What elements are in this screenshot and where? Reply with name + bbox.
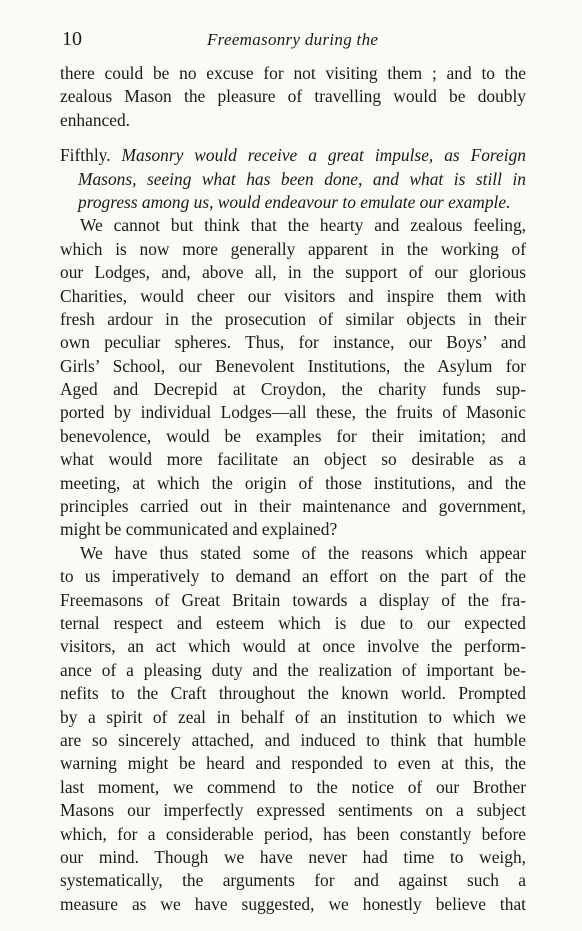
page-body [60, 62, 526, 916]
text-line: ternal respect and esteem which is due to our expected [60, 612, 526, 633]
point-text: Masonry would receive a great impulse, as Foreign [121, 145, 526, 166]
text-line: meeting, at which the origin of those institutions, and the [60, 472, 526, 493]
page-header [62, 28, 526, 50]
text-line: We cannot but think that the hearty and zealous feeling, [80, 215, 526, 236]
text-line: systematically, the arguments for and against such a [60, 870, 526, 891]
text-line: Aged and Decrepid at Croydon, the charity funds sup- [60, 379, 526, 400]
text-line: zealous Mason the pleasure of travelling would be doubly [60, 86, 526, 107]
text-line: last moment, we commend to the notice of our Brother [60, 776, 526, 797]
text-line: enhanced. [60, 109, 131, 130]
text-line: are so sincerely attached, and induced to think that humble [60, 729, 526, 750]
text-line: what would more facilitate an object so desirable as a [60, 449, 526, 470]
running-title: Freemasonry during the [207, 30, 379, 49]
text-line: by a spirit of zeal in behalf of an institution to which we [60, 706, 526, 727]
text-line: Freemasons of Great Britain towards a display of the fra- [60, 589, 526, 610]
text-line: warning might be heard and responded to even at this, the [60, 753, 526, 774]
text-line: our Lodges, and, above all, in the support of our glorious [60, 262, 526, 283]
text-line [60, 144, 526, 167]
paragraph-2 [60, 214, 526, 541]
text-line: ported by individual Lodges—all these, the fruits of Masonic [60, 402, 526, 423]
paragraph-3 [60, 542, 526, 916]
point-fifthly [60, 144, 526, 214]
point-label: Fifthly. [60, 145, 111, 166]
text-line: to us imperatively to demand an effort on the part of the [60, 566, 526, 587]
text-line: own peculiar spheres. Thus, for instance, our Boys’ and [60, 332, 526, 353]
text-line: benevolence, would be examples for their imitation; and [60, 425, 526, 446]
text-line: principles carried out in their maintenance and government, [60, 496, 526, 517]
text-line: Girls’ School, our Benevolent Institutions, the Asylum for [60, 355, 526, 376]
text-line: Masons our imperfectly expressed sentiments on a subject [60, 800, 526, 821]
text-line: progress among us, would endeavour to emulate our example. [78, 191, 511, 212]
text-line: visitors, an act which would at once involve the perform- [60, 636, 526, 657]
text-line: ance of a pleasing duty and the realization of important be- [60, 659, 526, 680]
page-number: 10 [62, 28, 82, 50]
text-line: Charities, would cheer our visitors and inspire them with [60, 285, 526, 306]
text-line: measure as we have suggested, we honestly believe that [60, 893, 526, 914]
text-line: which is now more generally apparent in the working of [60, 238, 526, 259]
text-line: Masons, seeing what has been done, and what is still in [78, 168, 526, 189]
text-line: fresh ardour in the prosecution of similar objects in their [60, 308, 526, 329]
text-line: nefits to the Craft throughout the known world. Prompted [60, 683, 526, 704]
text-line: there could be no excuse for not visiting them ; and to the [60, 63, 526, 83]
paragraph-1 [60, 62, 526, 132]
text-line: We have thus stated some of the reasons which appear [80, 542, 526, 563]
text-line: might be communicated and explained? [60, 519, 338, 540]
text-line: our mind. Though we have never had time to weigh, [60, 846, 526, 867]
text-line: which, for a considerable period, has been constantly before [60, 823, 526, 844]
